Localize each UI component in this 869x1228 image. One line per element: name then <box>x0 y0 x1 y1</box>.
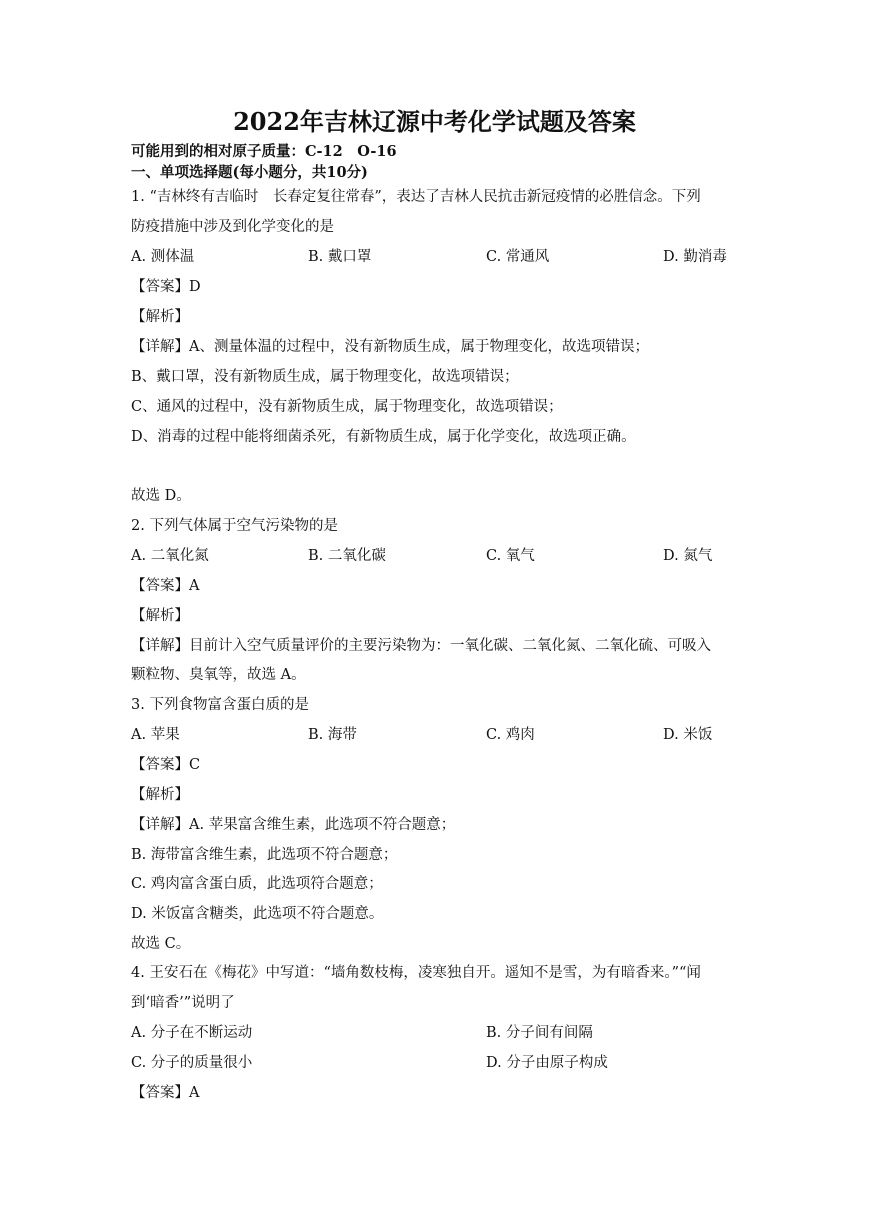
q2-option-a: A. 二氧化氮 <box>131 548 209 564</box>
q4-option-b: B. 分子间有间隔 <box>486 1025 593 1041</box>
q1-answer: 【答案】D <box>131 279 201 295</box>
q3-analysis-heading: 【解析】 <box>131 787 189 803</box>
q2-analysis-heading: 【解析】 <box>131 608 189 624</box>
q3-detail-line: D. 米饭富含糖类，此选项不符合题意。 <box>131 906 384 922</box>
q1-conclusion: 故选 D。 <box>131 488 191 504</box>
q2-option-b: B. 二氧化碳 <box>308 548 386 564</box>
q4-stem-line2: 到‘暗香’”说明了 <box>131 995 235 1011</box>
q3-stem: 3. 下列食物富含蛋白质的是 <box>131 697 309 713</box>
q1-stem-line1: 1. “吉林终有吉临时 长春定复往常春”，表达了吉林人民抗击新冠疫情的必胜信念。下列 <box>131 189 701 205</box>
q3-option-b: B. 海带 <box>308 727 357 743</box>
q4-option-a: A. 分子在不断运动 <box>131 1025 253 1041</box>
q2-detail-line: 颗粒物、臭氧等，故选 A。 <box>131 667 306 683</box>
q1-stem-line2: 防疫措施中涉及到化学变化的是 <box>131 219 334 235</box>
q1-option-d: D. 勤消毒 <box>663 249 727 265</box>
q1-option-c: C. 常通风 <box>486 249 550 265</box>
q2-detail-line: 【详解】目前计入空气质量评价的主要污染物为：一氧化碳、二氧化氮、二氧化硫、可吸入 <box>131 638 711 654</box>
q3-detail-line: B. 海带富含维生素，此选项不符合题意； <box>131 847 398 863</box>
q3-option-a: A. 苹果 <box>131 727 180 743</box>
q1-detail-line: B、戴口罩，没有新物质生成，属于物理变化，故选项错误； <box>131 369 519 385</box>
q4-option-c: C. 分子的质量很小 <box>131 1055 253 1071</box>
q4-answer: 【答案】A <box>131 1085 200 1101</box>
q1-analysis-heading: 【解析】 <box>131 309 189 325</box>
q1-option-b: B. 戴口罩 <box>308 249 372 265</box>
q2-option-c: C. 氧气 <box>486 548 535 564</box>
q1-detail-line: 【详解】A、测量体温的过程中，没有新物质生成，属于物理变化，故选项错误； <box>131 339 649 355</box>
q3-conclusion: 故选 C。 <box>131 936 191 952</box>
q4-stem-line1: 4. 王安石在《梅花》中写道：“墙角数枝梅，凌寒独自开。遥知不是雪，为有暗香来。”“闻 <box>131 965 701 981</box>
q3-answer: 【答案】C <box>131 757 201 773</box>
q3-option-d: D. 米饭 <box>663 727 713 743</box>
atomic-mass-note: 可能用到的相对原子质量：C-12 O-16 <box>131 143 397 160</box>
section-heading: 一、单项选择题(每小题分，共10分) <box>131 164 368 181</box>
q1-option-a: A. 测体温 <box>131 249 195 265</box>
q1-detail-line: D、消毒的过程中能将细菌杀死，有新物质生成，属于化学变化，故选项正确。 <box>131 429 636 445</box>
q1-detail-line: C、通风的过程中，没有新物质生成，属于物理变化，故选项错误； <box>131 399 563 415</box>
q3-detail-line: 【详解】A. 苹果富含维生素，此选项不符合题意； <box>131 817 456 833</box>
q3-option-c: C. 鸡肉 <box>486 727 535 743</box>
q2-stem: 2. 下列气体属于空气污染物的是 <box>131 518 338 534</box>
q4-option-d: D. 分子由原子构成 <box>486 1055 608 1071</box>
page-title: 2022年吉林辽源中考化学试题及答案 <box>233 107 636 136</box>
q2-option-d: D. 氮气 <box>663 548 713 564</box>
q2-answer: 【答案】A <box>131 578 200 594</box>
q3-detail-line: C. 鸡肉富含蛋白质，此选项符合题意； <box>131 876 383 892</box>
